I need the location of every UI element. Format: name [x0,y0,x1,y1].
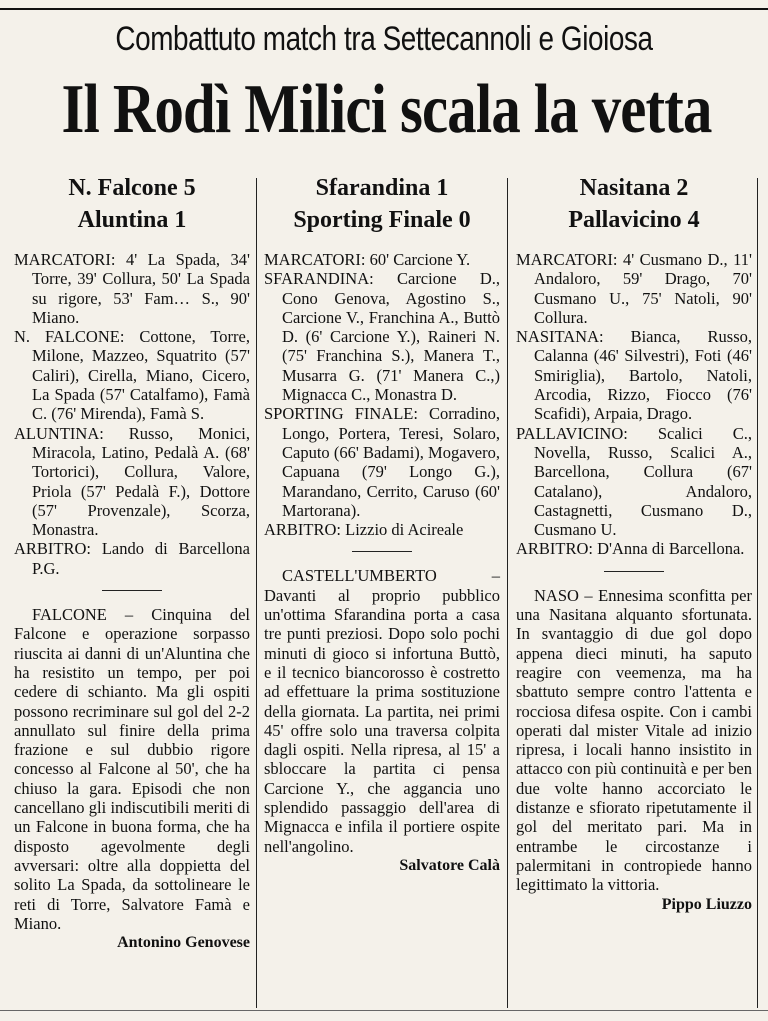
separator [604,571,664,572]
bottom-rule [0,1010,768,1011]
away-lineup: ALUNTINA: Russo, Monici, Miracola, Latino, Pedalà A. (68' Tortorici), Collura, Valore, Priola (57' Pedalà F.), Dottore (57' Provenzale), Scorza, Monastra. [14,423,250,540]
match-column-nasitana [516,172,752,914]
column-divider [507,178,508,1008]
byline: Salvatore Calà [399,856,500,874]
away-team-score: Aluntina 1 [77,207,187,233]
match-tabellino [264,250,500,539]
scorers: MARCATORI: 4' La Spada, 34' Torre, 39' Collura, 50' La Spada su rigore, 53' Fam… S., 90' Miano. [14,250,250,327]
report-text: CASTELL'UMBERTO – Davanti al proprio pubblico un'ottima Sfarandina porta a casa tre punti preziosi. Dopo solo pochi minuti di gioco si infortuna Buttò, e il tecnico biancorosso è costretto ad effettuare la prima sostituzione della giornata. La partita, nei primi 45' offre solo una traversa colpita dagli ospiti. Nella ripresa, al 15' a sbloccare la partita ci pensa Carcione Y., che aggancia uno splendido passaggio dell'area di Mignacca e infila il portiere ospite nell'angolino. [264,566,500,856]
referee: ARBITRO: Lizzio di Acireale [264,520,464,540]
kicker-headline: Combattuto match tra Settecannoli e Gioiosa [115,20,653,58]
referee: ARBITRO: Lando di Barcellona P.G. [14,539,250,578]
home-lineup: NASITANA: Bianca, Russo, Calanna (46' Silvestri), Foti (46' Smiriglia), Bartolo, Natoli, Arcodia, Rizzo, Fiocco (76' Scafidi), Arpaia, Drago. [516,327,752,424]
referee: ARBITRO: D'Anna di Barcellona. [516,539,745,559]
away-lineup: PALLAVICINO: Scalici C., Novella, Russo, Scalici A., Barcellona, Collura (67' Catalano), Andaloro, Castagnetti, Cusmano D., Cusmano U. [516,423,752,540]
away-team-score: Sporting Finale 0 [293,207,471,233]
match-tabellino [14,250,250,578]
match-report [14,605,250,933]
report-text: NASO – Ennesima sconfitta per una Nasitana alquanto sfortunata. In svantaggio di due gol dopo appena dieci minuti, ha saputo reagire con veemenza, ma ha sbattuto sempre contro l'attenta e rocciosa difesa ospite. Con i cambi operati dal mister Vitale ad inizio ripresa, i locali hanno insistito in attacco con più continuità e per ben due volte hanno accorciato le distanze e sfiorato ripetutamente il gol del meritato pari. Ma in entrambe le circostanze i palermitani in contropiede hanno legittimato la vittoria. [516,585,752,895]
scorers: MARCATORI: 60' Carcione Y. [264,250,471,269]
away-lineup: SPORTING FINALE: Corradino, Longo, Portera, Teresi, Solaro, Caputo (66' Badami), Mogavero, Capuana (79' Longo G.), Marandano, Cerrito, Caruso (60' Martorana). [264,404,500,520]
column-divider [757,178,758,1008]
match-report [264,566,500,855]
home-team-score: Nasitana 2 [579,175,689,201]
report-text: FALCONE – Cinquina del Falcone e operazione sorpasso riuscita ai danni di un'Aluntina che ha resistito un tempo, per poi cedere di schianto. Ma gli ospiti possono recriminare sul gol del 2-2 annullato sul finire della prima frazione e sul dubbio rigore concesso al Falcone al 50', che ha chiuso la gara. Episodi che non cancellano gli indiscutibili meriti di un Falcone in buona forma, che ha disposto agevolmente degli avversari: oltre alla doppietta del solito La Spada, da sottolineare le reti di Torre, Salvatore Famà e Miano. [14,605,250,933]
home-lineup: N. FALCONE: Cottone, Torre, Milone, Mazzeo, Squatrito (57' Caliri), Cirella, Miano, Cicero, La Spada (57' Catalfamo), Famà C. (76' Mirenda), Famà S. [14,327,250,424]
match-column-sfarandina [264,172,500,875]
separator [352,551,412,552]
byline: Pippo Liuzzo [661,895,752,913]
top-rule [0,0,768,10]
match-column-falcone [14,172,250,952]
match-tabellino [516,250,752,559]
home-lineup: SFARANDINA: Carcione D., Cono Genova, Agostino S., Carcione V., Franchina A., Buttò D. (6' Carcione Y.), Raineri N. (75' Franchina S.), Manera T., Musarra G. (71' Manera C.,) Mignacca C., Monastra D. [264,269,500,405]
home-team-score: N. Falcone 5 [68,175,196,201]
column-divider [256,178,257,1008]
home-team-score: Sfarandina 1 [315,175,449,201]
separator [102,590,162,591]
byline: Antonino Genovese [117,934,250,952]
match-report [516,586,752,895]
main-headline: Il Rodì Milici scala la vetta [61,71,712,148]
away-team-score: Pallavicino 4 [568,207,700,233]
scorers: MARCATORI: 4' Cusmano D., 11' Andaloro, 59' Drago, 70' Cusmano U., 75' Natoli, 90' Collura. [516,250,752,327]
